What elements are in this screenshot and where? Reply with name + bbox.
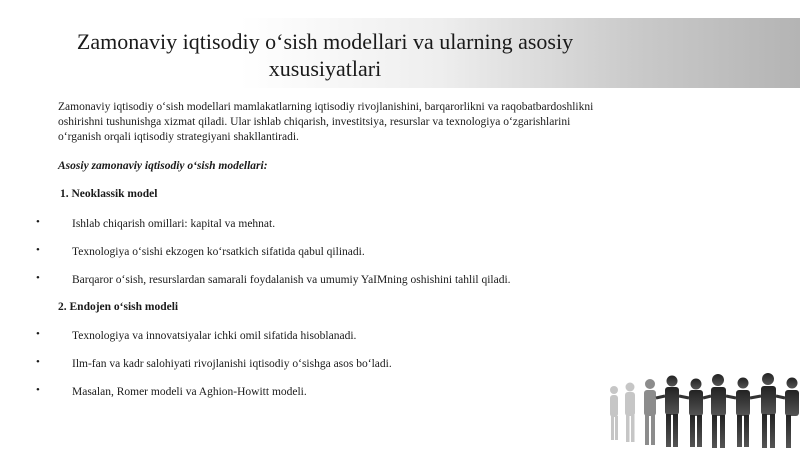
bullet-icon: •	[36, 384, 40, 396]
list-item-text: Ishlab chiqarish omillari: kapital va mehnat.	[72, 218, 276, 230]
models-subheading: Asosiy zamonaviy iqtisodiy oʻsish modellari:	[58, 160, 268, 172]
slide-title	[0, 28, 650, 82]
bullet-icon: •	[36, 272, 40, 284]
intro-line-1: Zamonaviy iqtisodiy oʻsish modellari mamlakatlarning iqtisodiy rivojlanishini, barqarorlikni va raqobatbardoshlikni	[58, 101, 594, 113]
people-holding-hands-icon	[600, 350, 800, 449]
section-title-neoclassical: 1. Neoklassik model	[60, 188, 158, 200]
list-item-text: Masalan, Romer modeli va Aghion-Howitt modeli.	[72, 386, 307, 398]
intro-line-3: oʻrganish orqali iqtisodiy strategiyani shakllantiradi.	[58, 131, 299, 143]
list-item-text: Texnologiya oʻsishi ekzogen koʻrsatkich sifatida qabul qilinadi.	[72, 246, 365, 258]
bullet-icon: •	[36, 328, 40, 340]
intro-line-2: oshirishni tushunishga xizmat qiladi. Ular ishlab chiqarish, investitsiya, resurslar va texnologiya oʻzgarishlarini	[58, 116, 571, 128]
list-item-text: Texnologiya va innovatsiyalar ichki omil sifatida hisoblanadi.	[72, 330, 357, 342]
section-title-endogenous: 2. Endojen oʻsish modeli	[58, 301, 179, 313]
slide-title-line-1: Zamonaviy iqtisodiy oʻsish modellari va ularning asosiy	[76, 29, 574, 54]
list-item-text: Barqaror oʻsish, resurslardan samarali foydalanish va umumiy YaIMning oshishini tahlil qiladi.	[72, 274, 511, 286]
bullet-icon: •	[36, 356, 40, 368]
bullet-icon: •	[36, 216, 40, 228]
list-item-text: Ilm-fan va kadr salohiyati rivojlanishi iqtisodiy oʻsishga asos boʻladi.	[72, 358, 392, 370]
slide-title-line-2: xususiyatlari	[268, 56, 382, 81]
bullet-icon: •	[36, 244, 40, 256]
intro-paragraph	[58, 100, 658, 145]
